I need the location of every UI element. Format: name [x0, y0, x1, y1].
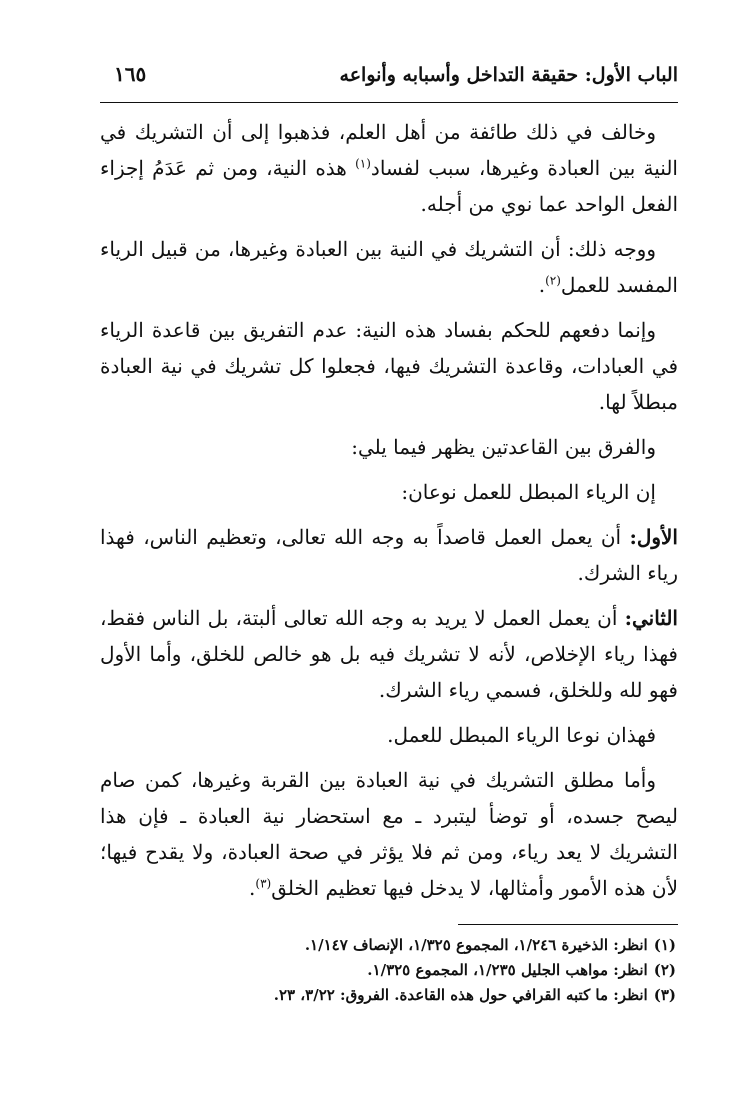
footnote-ref-1: (١) [355, 156, 371, 171]
paragraph-lead: الثاني: [624, 606, 678, 630]
paragraph-2 [100, 231, 678, 303]
footnote-number: (١) [653, 936, 676, 954]
paragraph-text: وإنما دفعهم للحكم بفساد هذه النية: عدم التفريق بين قاعدة الرياء في العبادات، وقاعدة التشريك فيها، فجعلوا كل تشريك في نية العبادة مبطلاً لها. [100, 318, 678, 414]
page-header [100, 62, 678, 102]
paragraph-lead: الأول: [629, 525, 678, 549]
footnote-ref-3: (٣) [255, 876, 272, 891]
footnote-3 [100, 983, 676, 1008]
paragraph-text: فهذان نوعا الرياء المبطل للعمل. [387, 723, 656, 747]
footnote-ref-2: (٢) [545, 273, 561, 288]
paragraph-text: إن الرياء المبطل للعمل نوعان: [401, 480, 656, 504]
book-page [100, 62, 678, 1008]
footnote-1 [100, 933, 676, 958]
paragraph-9 [100, 762, 678, 906]
paragraph-5 [100, 474, 678, 510]
page-number: ١٦٥ [114, 62, 147, 86]
footnote-2 [100, 958, 676, 983]
paragraph-7 [100, 600, 678, 708]
paragraph-4 [100, 429, 678, 465]
chapter-title: الباب الأول: حقيقة التداخل وأسبابه وأنواعه [339, 64, 678, 86]
footnote-number: (٢) [653, 961, 676, 979]
paragraph-8 [100, 717, 678, 753]
main-text [100, 114, 678, 906]
paragraph-3 [100, 312, 678, 420]
paragraph-text: هذه النية، ومن ثم عَدَمُ إجزاء الفعل الواحد عما نوي من أجله. [100, 156, 678, 216]
paragraph-text: أن يعمل العمل قاصداً به وجه الله تعالى، وتعظيم الناس، فهذا رياء الشرك. [100, 525, 678, 585]
paragraph-text: . [538, 273, 546, 297]
paragraph-1 [100, 114, 678, 222]
paragraph-text: وخالف في ذلك طائفة من أهل العلم، فذهبوا إلى أن التشريك في النية بين العبادة وغيرها، سبب لفساد [100, 120, 678, 180]
footnote-text: انظر: الذخيرة ١/٢٤٦، المجموع ١/٣٢٥، الإنصاف ١/١٤٧. [304, 936, 648, 954]
header-rule [100, 102, 678, 103]
paragraph-6 [100, 519, 678, 591]
paragraph-text: ووجه ذلك: أن التشريك في النية بين العبادة وغيرها، من قبيل الرياء المفسد للعمل [100, 237, 678, 297]
footnote-text: انظر: مواهب الجليل ١/٢٣٥، المجموع ١/٣٢٥. [367, 961, 648, 979]
paragraph-text: . [249, 876, 256, 900]
footnote-divider [458, 924, 678, 925]
footnote-text: انظر: ما كتبه القرافي حول هذه القاعدة. الفروق: ٣/٢٢، ٢٣. [273, 986, 648, 1004]
paragraph-text: وأما مطلق التشريك في نية العبادة بين القربة وغيرها، كمن صام ليصح جسده، أو توضأ ليتبرد ـ مع استحضار نية العبادة ـ فإن هذا التشريك لا يعد رياء، ومن ثم فلا يؤثر في صحة العبادة، ولا يقدح فيها؛ لأن هذه الأمور وأمثالها، لا يدخل فيها تعظيم الخلق [100, 768, 678, 900]
paragraph-text: أن يعمل العمل لا يريد به وجه الله تعالى ألبتة، بل الناس فقط، فهذا رياء الإخلاص، لأنه لا تشريك فيه بل هو خالص للخلق، وأما الأول فهو لله وللخلق، فسمي رياء الشرك. [100, 606, 678, 702]
footnotes [100, 933, 678, 1008]
paragraph-text: والفرق بين القاعدتين يظهر فيما يلي: [351, 435, 656, 459]
footnote-number: (٣) [653, 986, 676, 1004]
